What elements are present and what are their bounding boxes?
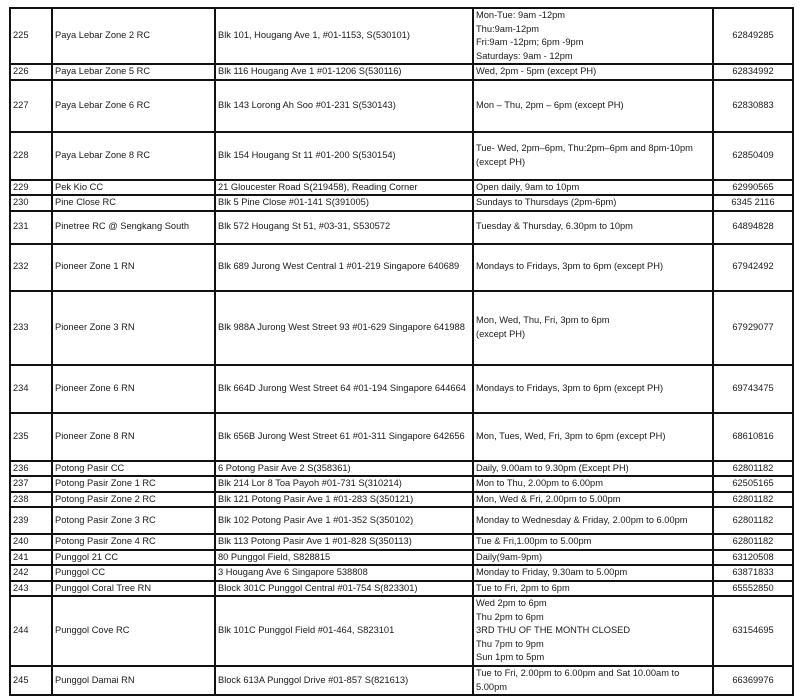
table-row (10, 180, 793, 196)
table-row (10, 461, 793, 477)
telephone-number: 62830883 (713, 80, 793, 132)
row-number: 231 (10, 211, 52, 244)
telephone-number: 67942492 (713, 244, 793, 291)
table-row (10, 476, 793, 492)
opening-hours-line: (except PH) (476, 328, 526, 339)
row-number: 241 (10, 550, 52, 566)
centre-address: 3 Hougang Ave 6 Singapore 538808 (215, 565, 473, 581)
centre-address: Blk 572 Hougang St 51, #03-31, S530572 (215, 211, 473, 244)
table-row (10, 132, 793, 180)
centre-address: Blk 214 Lor 8 Toa Payoh #01-731 S(310214) (215, 476, 473, 492)
centre-name: Pioneer Zone 3 RN (52, 291, 215, 365)
opening-hours-line: Fri:9am -12pm; 6pm -9pm (476, 37, 584, 47)
opening-hours-line: Mon-Tue: 9am -12pm (476, 10, 566, 20)
table-row (10, 291, 793, 365)
opening-hours (473, 365, 713, 413)
telephone-number: 62801182 (713, 492, 793, 508)
centre-name: Paya Lebar Zone 2 RC (52, 8, 215, 64)
table-row (10, 80, 793, 132)
centre-name: Pek Kio CC (52, 180, 215, 196)
opening-hours-line: Mon, Tues, Wed, Fri, 3pm to 6pm (except PH) (476, 430, 666, 441)
table-row (10, 492, 793, 508)
centre-address: Blk 113 Potong Pasir Ave 1 #01-828 S(350113) (215, 534, 473, 550)
table-row (10, 365, 793, 413)
table-row (10, 195, 793, 211)
opening-hours-line: Mon to Thu, 2.00pm to 6.00pm (476, 478, 603, 488)
row-number: 236 (10, 461, 52, 477)
table-row (10, 8, 793, 64)
telephone-number: 62801182 (713, 507, 793, 534)
telephone-number: 64894828 (713, 211, 793, 244)
opening-hours-line: Tuesday & Thursday, 6.30pm to 10pm (476, 221, 633, 232)
table-row (10, 507, 793, 534)
opening-hours (473, 492, 713, 508)
opening-hours-line: Sundays to Thursdays (2pm-6pm) (476, 197, 617, 207)
opening-hours-line: Thu:9am-12pm (476, 23, 540, 34)
centre-address: Blk 116 Hougang Ave 1 #01-1206 S(530116) (215, 64, 473, 80)
row-number: 237 (10, 476, 52, 492)
row-number: 228 (10, 132, 52, 180)
telephone-number: 62801182 (713, 534, 793, 550)
opening-hours (473, 581, 713, 597)
opening-hours-line: Thu 7pm to 9pm (476, 638, 544, 649)
telephone-number: 62849285 (713, 8, 793, 64)
telephone-number: 6345 2116 (713, 195, 793, 211)
row-number: 235 (10, 413, 52, 461)
centre-address: 21 Gloucester Road S(219458), Reading Corner (215, 180, 473, 196)
centre-name: Potong Pasir Zone 2 RC (52, 492, 215, 508)
table-row (10, 244, 793, 291)
community-centres-table (9, 7, 794, 696)
opening-hours (473, 550, 713, 566)
table-row (10, 596, 793, 666)
centre-name: Punggol CC (52, 565, 215, 581)
centre-address: Blk 5 Pine Close #01-141 S(391005) (215, 195, 473, 211)
table-row (10, 211, 793, 244)
centre-name: Punggol Cove RC (52, 596, 215, 666)
row-number: 225 (10, 8, 52, 64)
opening-hours-line: Wed 2pm to 6pm (476, 598, 547, 609)
row-number: 238 (10, 492, 52, 508)
opening-hours (473, 534, 713, 550)
telephone-number: 69743475 (713, 365, 793, 413)
telephone-number: 62801182 (713, 461, 793, 477)
centre-address: Blk 143 Lorong Ah Soo #01-231 S(530143) (215, 80, 473, 132)
opening-hours-line: Wed, 2pm - 5pm (except PH) (476, 66, 597, 76)
row-number: 239 (10, 507, 52, 534)
opening-hours (473, 413, 713, 461)
opening-hours (473, 80, 713, 132)
table-row (10, 666, 793, 695)
row-number: 245 (10, 666, 52, 695)
row-number: 226 (10, 64, 52, 80)
centre-name: Potong Pasir Zone 4 RC (52, 534, 215, 550)
table-row (10, 581, 793, 597)
opening-hours (473, 507, 713, 534)
opening-hours-line: Mon – Thu, 2pm – 6pm (except PH) (476, 99, 624, 110)
centre-address: 6 Potong Pasir Ave 2 S(358361) (215, 461, 473, 477)
opening-hours-line: Tue- Wed, 2pm–6pm, Thu:2pm–6pm and 8pm-10pm (476, 143, 693, 153)
opening-hours (473, 291, 713, 365)
telephone-number: 65552850 (713, 581, 793, 597)
telephone-number: 67929077 (713, 291, 793, 365)
row-number: 240 (10, 534, 52, 550)
opening-hours-line: 3RD THU OF THE MONTH CLOSED (476, 625, 631, 636)
telephone-number: 63120508 (713, 550, 793, 566)
opening-hours-line: Open daily, 9am to 10pm (476, 181, 580, 192)
opening-hours (473, 596, 713, 666)
row-number: 232 (10, 244, 52, 291)
row-number: 243 (10, 581, 52, 597)
centre-name: Potong Pasir Zone 1 RC (52, 476, 215, 492)
row-number: 233 (10, 291, 52, 365)
opening-hours-line: Saturdays: 9am - 12pm (476, 50, 573, 61)
centre-name: Pinetree RC @ Sengkang South (52, 211, 215, 244)
centre-address: Blk 154 Hougang St 11 #01-200 S(530154) (215, 132, 473, 180)
centre-address: Blk 101, Hougang Ave 1, #01-1153, S(530101) (215, 8, 473, 64)
opening-hours-line: Mon, Wed & Fri, 2.00pm to 5.00pm (476, 493, 621, 504)
opening-hours-line: Mondays to Fridays, 3pm to 6pm (except PH) (476, 382, 664, 393)
centre-address: Block 301C Punggol Central #01-754 S(823301) (215, 581, 473, 597)
opening-hours (473, 132, 713, 180)
centre-address: Blk 689 Jurong West Central 1 #01-219 Singapore 640689 (215, 244, 473, 291)
centre-address: Blk 121 Potong Pasir Ave 1 #01-283 S(350121) (215, 492, 473, 508)
telephone-number: 62505165 (713, 476, 793, 492)
row-number: 244 (10, 596, 52, 666)
table-row (10, 565, 793, 581)
opening-hours-line: Sun 1pm to 5pm (476, 652, 545, 663)
centre-name: Punggol Damai RN (52, 666, 215, 695)
centre-address: Blk 101C Punggol Field #01-464, S823101 (215, 596, 473, 666)
centre-name: Pine Close RC (52, 195, 215, 211)
telephone-number: 62834992 (713, 64, 793, 80)
centre-name: Potong Pasir Zone 3 RC (52, 507, 215, 534)
telephone-number: 63154695 (713, 596, 793, 666)
opening-hours-line: Tue to Fri, 2pm to 6pm (476, 582, 570, 593)
row-number: 230 (10, 195, 52, 211)
opening-hours-line: Monday to Friday, 9.30am to 5.00pm (476, 567, 628, 577)
opening-hours-line: Mon, Wed, Thu, Fri, 3pm to 6pm (476, 315, 610, 325)
opening-hours (473, 666, 713, 695)
centre-name: Punggol 21 CC (52, 550, 215, 566)
centre-address: Blk 102 Potong Pasir Ave 1 #01-352 S(350102) (215, 507, 473, 534)
opening-hours-line: Tue & Fri,1.00pm to 5.00pm (476, 536, 592, 546)
centre-name: Punggol Coral Tree RN (52, 581, 215, 597)
opening-hours (473, 476, 713, 492)
telephone-number: 63871833 (713, 565, 793, 581)
opening-hours (473, 64, 713, 80)
opening-hours-line: Monday to Wednesday & Friday, 2.00pm to 6.00pm (476, 514, 688, 525)
row-number: 234 (10, 365, 52, 413)
row-number: 229 (10, 180, 52, 196)
telephone-number: 68610816 (713, 413, 793, 461)
table-row (10, 64, 793, 80)
opening-hours-line: 5.00pm (476, 681, 508, 692)
table-row (10, 550, 793, 566)
centre-address: Block 613A Punggol Drive #01-857 S(821613) (215, 666, 473, 695)
opening-hours (473, 195, 713, 211)
centre-name: Paya Lebar Zone 6 RC (52, 80, 215, 132)
opening-hours (473, 8, 713, 64)
centre-name: Pioneer Zone 1 RN (52, 244, 215, 291)
centre-address: Blk 656B Jurong West Street 61 #01-311 Singapore 642656 (215, 413, 473, 461)
opening-hours (473, 244, 713, 291)
opening-hours-line: Daily(9am-9pm) (476, 551, 543, 562)
opening-hours-line: Mondays to Fridays, 3pm to 6pm (except PH) (476, 261, 664, 272)
opening-hours-line: Tue to Fri, 2.00pm to 6.00pm and Sat 10.00am to (476, 668, 680, 678)
telephone-number: 62850409 (713, 132, 793, 180)
centre-name: Paya Lebar Zone 8 RC (52, 132, 215, 180)
opening-hours (473, 565, 713, 581)
centre-address: 80 Punggol Field, S828815 (215, 550, 473, 566)
centre-name: Pioneer Zone 6 RN (52, 365, 215, 413)
centre-name: Potong Pasir CC (52, 461, 215, 477)
telephone-number: 62990565 (713, 180, 793, 196)
opening-hours-line: Daily, 9.00am to 9.30pm (Except PH) (476, 462, 629, 473)
centre-name: Paya Lebar Zone 5 RC (52, 64, 215, 80)
opening-hours-line: Thu 2pm to 6pm (476, 611, 544, 622)
row-number: 227 (10, 80, 52, 132)
telephone-number: 66369976 (713, 666, 793, 695)
table-body (10, 8, 793, 695)
table-row (10, 534, 793, 550)
table-row (10, 413, 793, 461)
opening-hours (473, 461, 713, 477)
opening-hours (473, 211, 713, 244)
centre-address: Blk 988A Jurong West Street 93 #01-629 Singapore 641988 (215, 291, 473, 365)
opening-hours-line: (except PH) (476, 156, 526, 167)
opening-hours (473, 180, 713, 196)
centre-name: Pioneer Zone 8 RN (52, 413, 215, 461)
row-number: 242 (10, 565, 52, 581)
centre-address: Blk 664D Jurong West Street 64 #01-194 Singapore 644664 (215, 365, 473, 413)
